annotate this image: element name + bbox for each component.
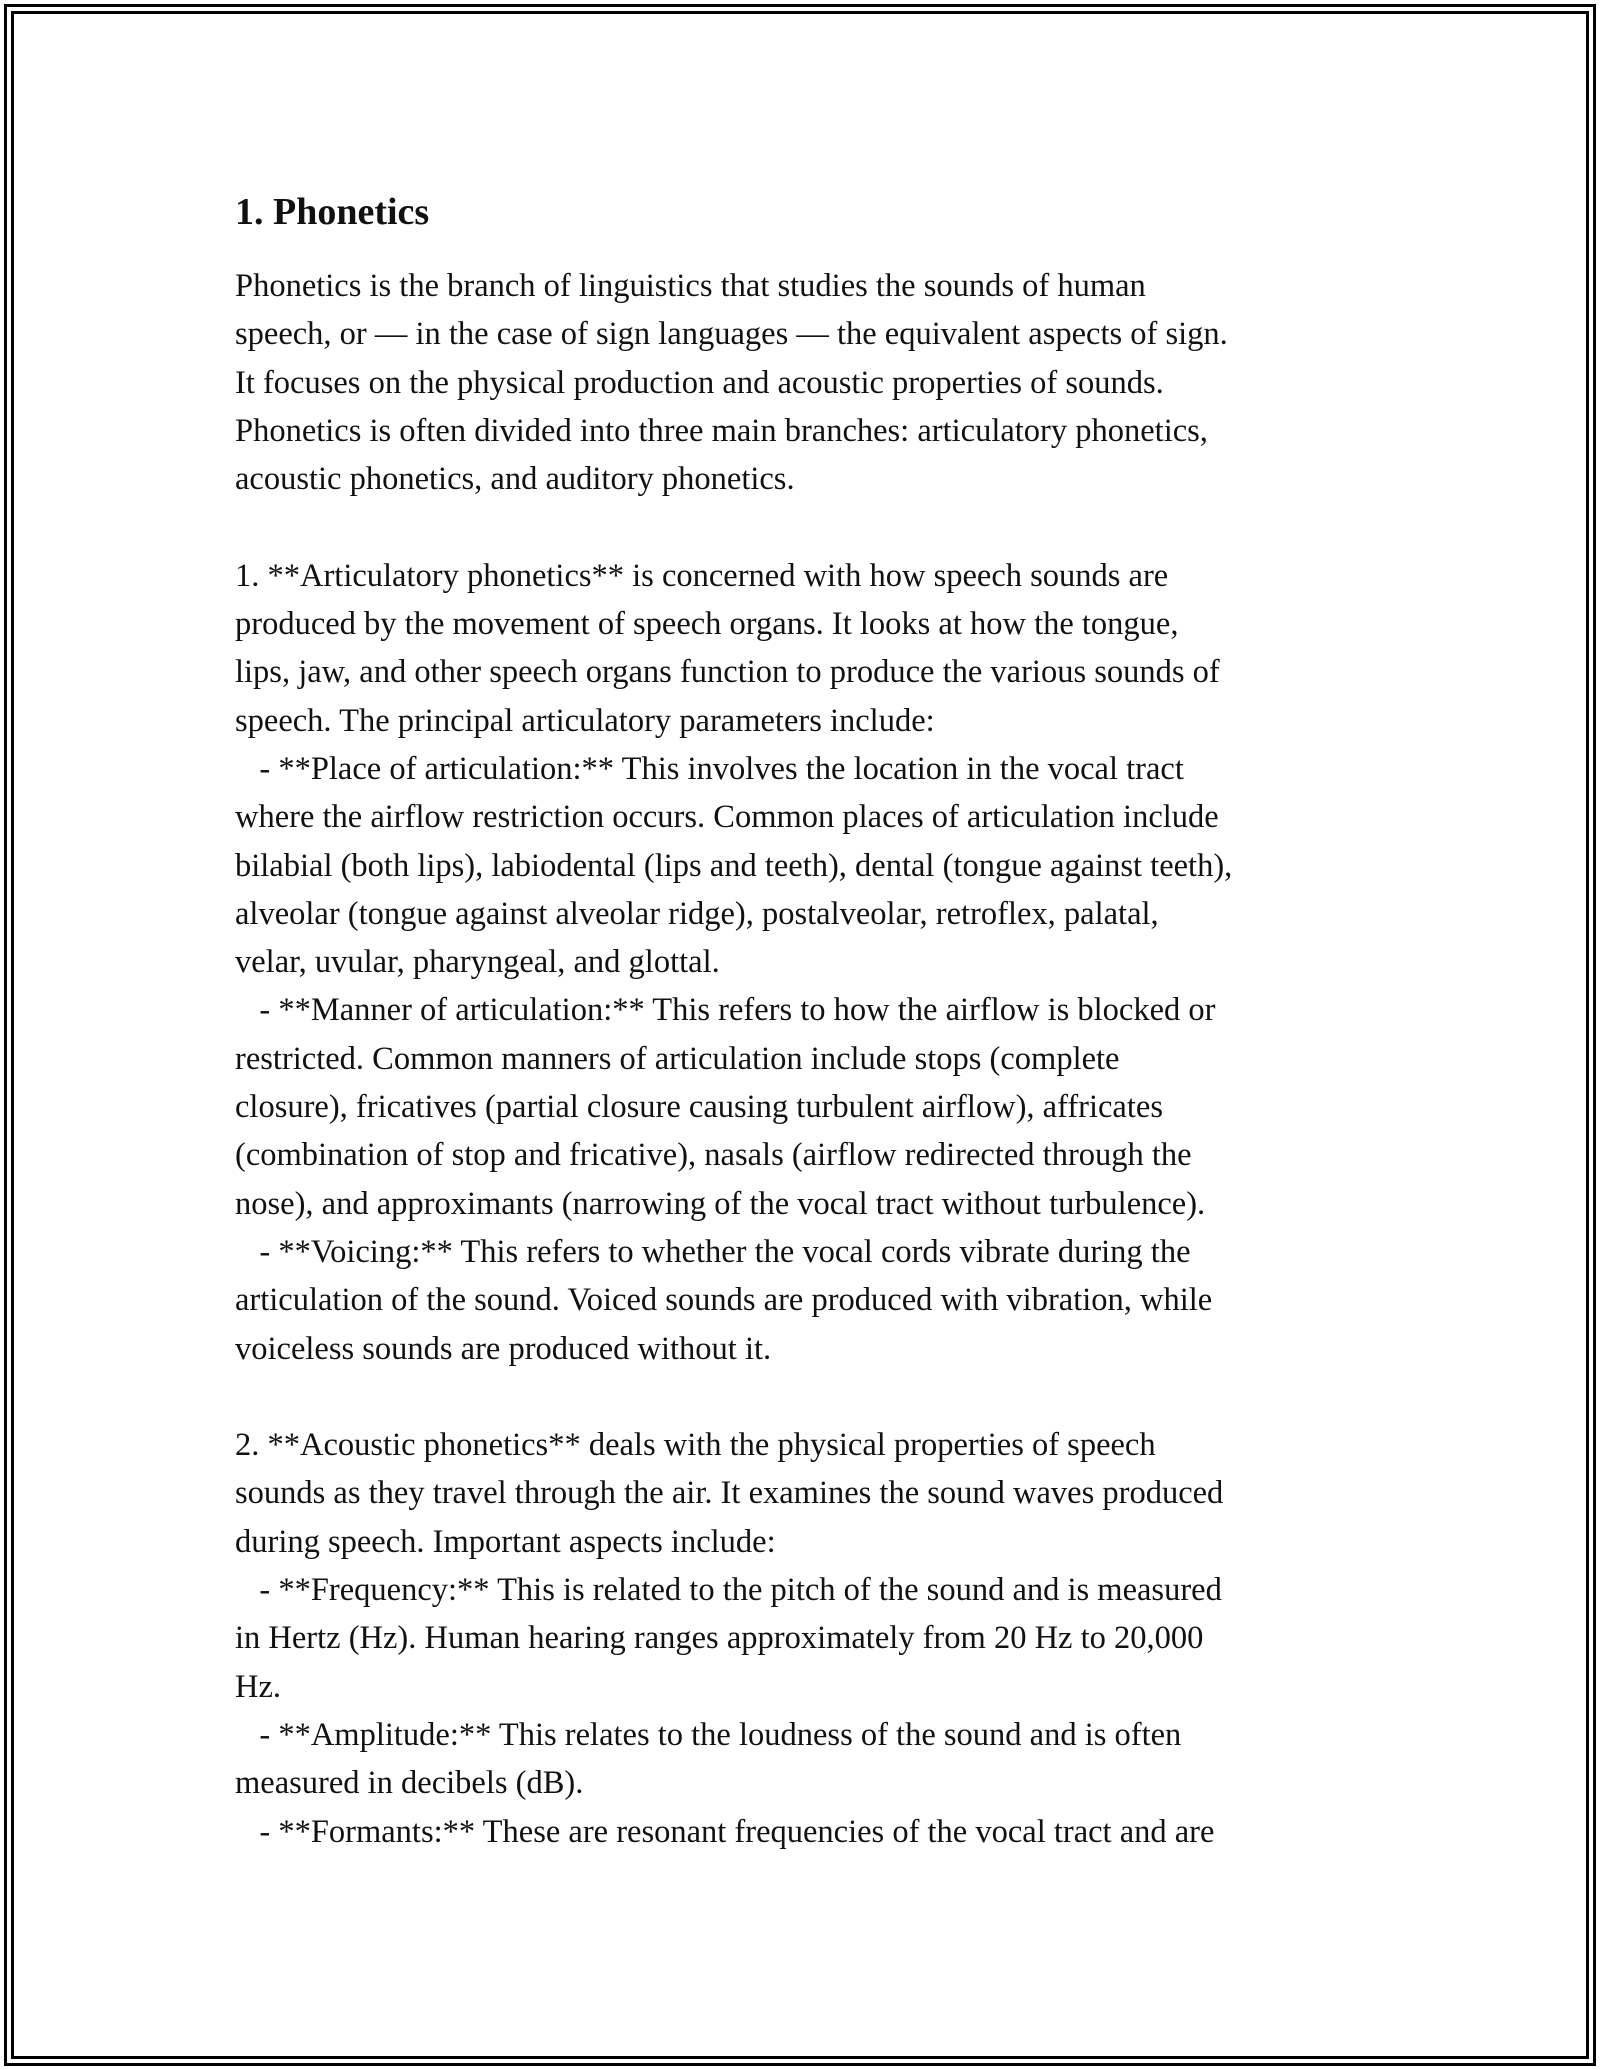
text-line: speech. The principal articulatory parameters include: bbox=[235, 702, 935, 739]
text-line: produced by the movement of speech organs. It looks at how the tongue, bbox=[235, 606, 1179, 643]
document-body bbox=[235, 262, 1370, 1856]
text-line: velar, uvular, pharyngeal, and glottal. bbox=[235, 944, 720, 981]
text-line: - **Amplitude:** This relates to the loudness of the sound and is often bbox=[235, 1716, 1182, 1753]
text-line: - **Manner of articulation:** This refers to how the airflow is blocked or bbox=[235, 992, 1216, 1029]
text-line: restricted. Common manners of articulation include stops (complete bbox=[235, 1040, 1120, 1077]
text-line: Phonetics is often divided into three main branches: articulatory phonetics, bbox=[235, 412, 1208, 449]
text-line: during speech. Important aspects include: bbox=[235, 1523, 776, 1560]
text-line: acoustic phonetics, and auditory phonetics. bbox=[235, 461, 795, 498]
blank-line bbox=[235, 503, 1370, 551]
text-line: Hz. bbox=[235, 1668, 282, 1705]
text-line: - **Place of articulation:** This involves the location in the vocal tract bbox=[235, 750, 1184, 787]
text-line: articulation of the sound. Voiced sounds are produced with vibration, while bbox=[235, 1282, 1213, 1319]
text-line: nose), and approximants (narrowing of the vocal tract without turbulence). bbox=[235, 1185, 1206, 1222]
text-line: in Hertz (Hz). Human hearing ranges approximately from 20 Hz to 20,000 bbox=[235, 1620, 1204, 1657]
page-title: 1. Phonetics bbox=[235, 191, 430, 233]
text-line: - **Frequency:** This is related to the pitch of the sound and is measured bbox=[235, 1572, 1222, 1609]
document-page bbox=[235, 188, 1370, 1856]
blank-line bbox=[235, 1373, 1370, 1421]
text-line: speech, or — in the case of sign languages — the equivalent aspects of sign. bbox=[235, 316, 1228, 353]
text-line: measured in decibels (dB). bbox=[235, 1765, 584, 1802]
text-line: lips, jaw, and other speech organs function to produce the various sounds of bbox=[235, 654, 1220, 691]
text-line: bilabial (both lips), labiodental (lips and teeth), dental (tongue against teeth), bbox=[235, 847, 1233, 884]
text-line: (combination of stop and fricative), nasals (airflow redirected through the bbox=[235, 1137, 1192, 1174]
text-line: voiceless sounds are produced without it. bbox=[235, 1330, 772, 1367]
text-line: closure), fricatives (partial closure causing turbulent airflow), affricates bbox=[235, 1089, 1163, 1126]
text-line: It focuses on the physical production and acoustic properties of sounds. bbox=[235, 364, 1164, 401]
text-line: - **Voicing:** This refers to whether the vocal cords vibrate during the bbox=[235, 1233, 1191, 1270]
text-line: - **Formants:** These are resonant frequencies of the vocal tract and are bbox=[235, 1813, 1215, 1850]
text-line: 2. **Acoustic phonetics** deals with the physical properties of speech bbox=[235, 1427, 1156, 1464]
text-line: alveolar (tongue against alveolar ridge), postalveolar, retroflex, palatal, bbox=[235, 895, 1159, 932]
text-line: 1. **Articulatory phonetics** is concerned with how speech sounds are bbox=[235, 557, 1169, 594]
text-line: sounds as they travel through the air. It examines the sound waves produced bbox=[235, 1475, 1224, 1512]
text-line: Phonetics is the branch of linguistics that studies the sounds of human bbox=[235, 268, 1146, 304]
text-line: where the airflow restriction occurs. Common places of articulation include bbox=[235, 799, 1219, 836]
